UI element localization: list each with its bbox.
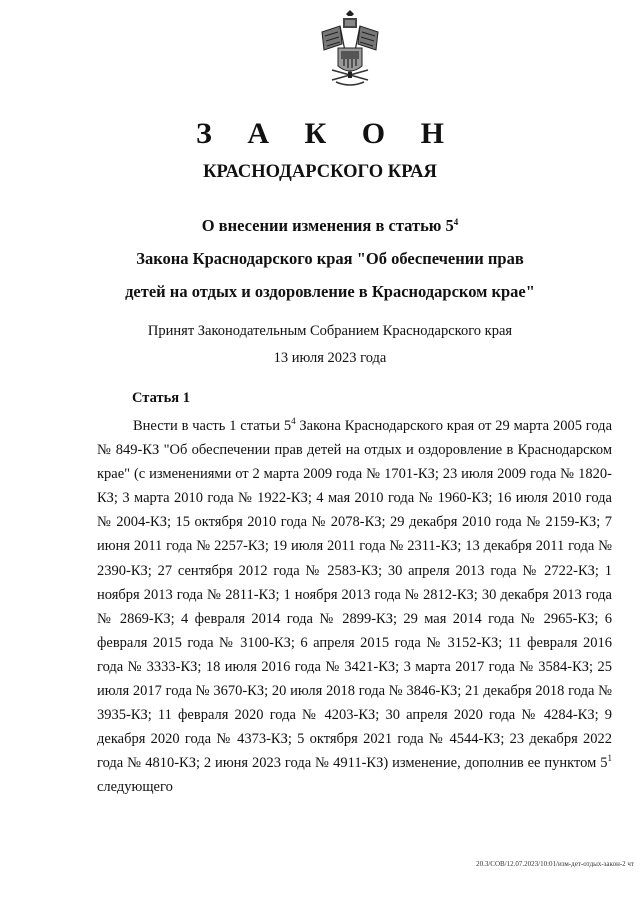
- article-heading: Статья 1: [132, 390, 190, 406]
- document-title: З А К О Н: [196, 117, 458, 150]
- file-reference-footer: 20.3/СОВ/12.07.2023/10:01/изм-дет-отдых-закон-2 чт: [476, 860, 634, 868]
- adopted-by: Принят Законодательным Собранием Краснодарского края: [147, 323, 513, 339]
- krasnodar-coat-of-arms-icon: [316, 10, 384, 90]
- law-name-line-3: детей на отдых и оздоровление в Краснодарском крае": [125, 282, 535, 301]
- law-name-line-1: О внесении изменения в статью $5^4$: [201, 216, 459, 235]
- law-name-line-2: Закона Краснодарского края "Об обеспечении прав: [136, 249, 524, 268]
- law-name: [0, 209, 640, 308]
- article-paragraph: Внести в часть 1 статьи $5^4$ Закона Краснодарского края от 29 марта 2005 года № 849-КЗ "Об обеспечении прав детей на отдых и оздоровление в Краснодарском крае" (с изменениями от 2 марта 2009 года № 1701-КЗ; 23 июля 2009 года № 1820-КЗ; 3 марта 2010 года № 1922-КЗ; 4 мая 2010 года № 1960-КЗ; 16 июля 2010 года № 2004-КЗ; 15 октября 2010 года № 2078-КЗ; 29 декабря 2010 года № 2159-КЗ; 7 июня 2011 года № 2257-КЗ; 19 июля 2011 года № 2311-КЗ; 13 декабря 2011 года № 2390-КЗ; 27 сентября 2012 года № 2583-КЗ; 30 апреля 2013 года № 2722-КЗ; 1 ноября 2013 года № 2811-КЗ; 1 ноября 2013 года № 2812-КЗ; 30 декабря 2013 года № 2869-КЗ; 4 февраля 2014 года № 2899-КЗ; 29 мая 2014 года № 2965-КЗ; 6 февраля 2015 года № 3100-КЗ; 6 апреля 2015 года № 3152-КЗ; 11 февраля 2016 года № 3333-КЗ; 18 июля 2016 года № 3421-КЗ; 3 марта 2017 года № 3584-КЗ; 25 июля 2017 года № 3670-КЗ; 20 июля 2018 года № 3846-КЗ; 21 декабря 2018 года № 3935-КЗ; 11 февраля 2020 года № 4203-КЗ; 30 апреля 2020 года № 4284-КЗ; 9 декабря 2020 года № 4373-КЗ; 5 октября 2021 года № 4544-КЗ; 23 декабря 2022 года № 4810-КЗ; 2 июня 2023 года № 4911-КЗ) изменение, дополнив ее пунктом $5^1$ следующего: [97, 416, 612, 796]
- document-subtitle: КРАСНОДАРСКОГО КРАЯ: [203, 162, 437, 182]
- adoption-date: 13 июля 2023 года: [273, 350, 387, 366]
- adoption-info: [0, 318, 640, 372]
